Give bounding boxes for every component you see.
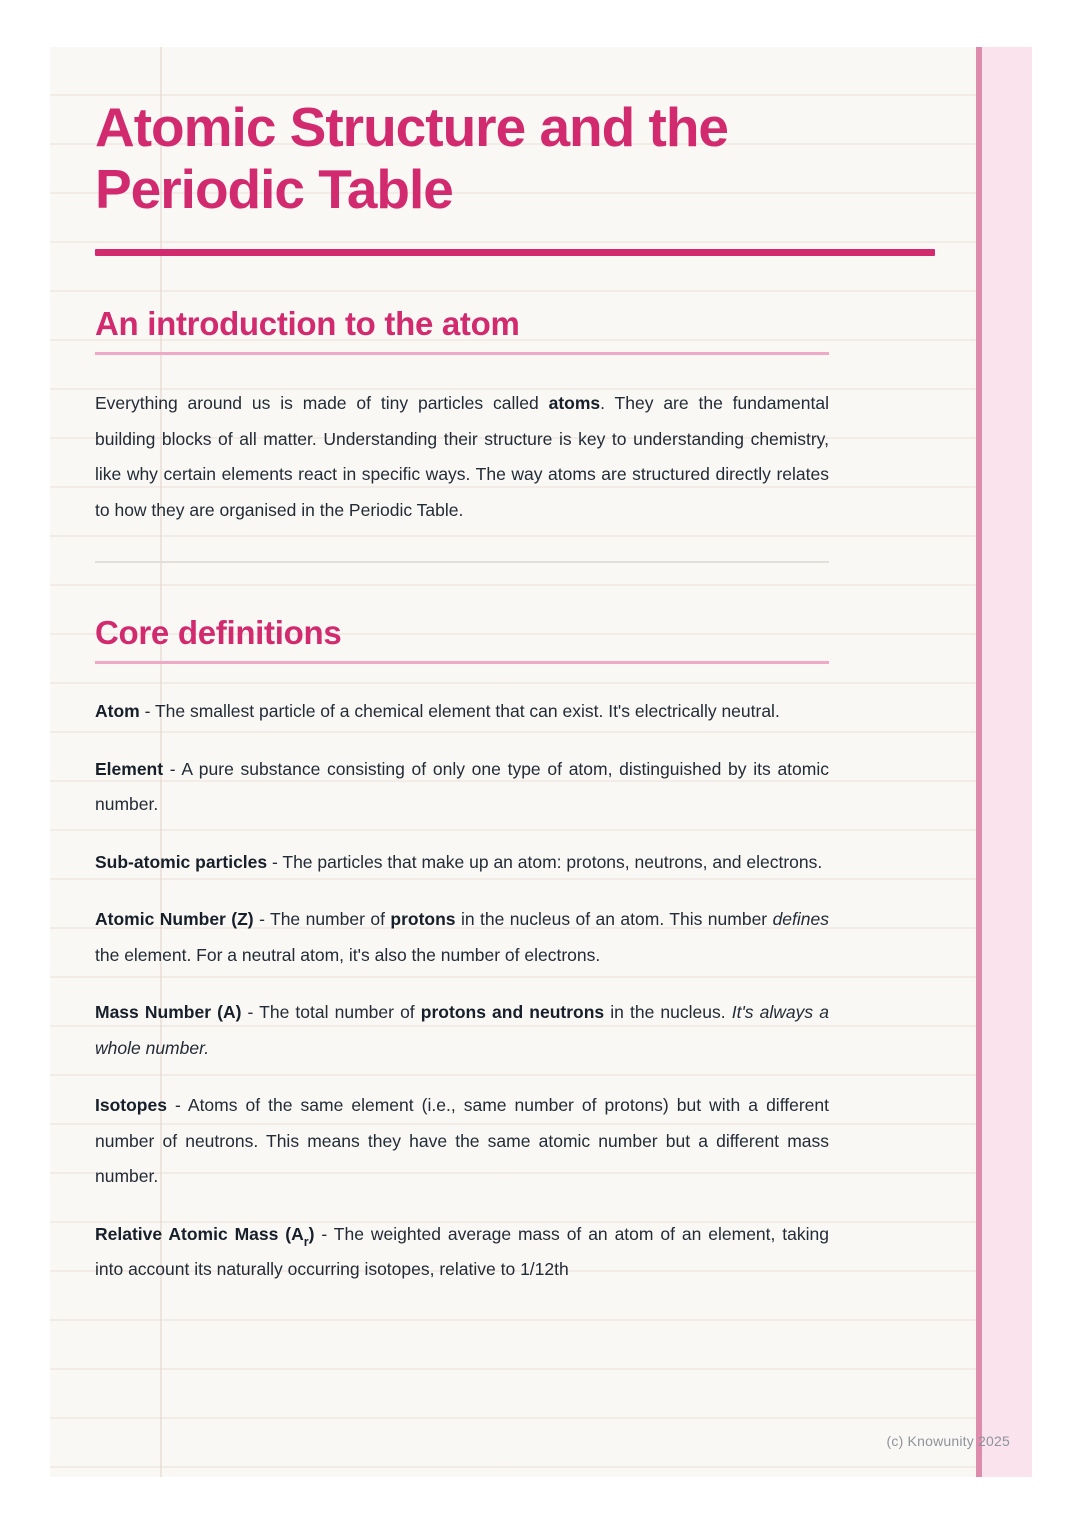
- section-heading-introduction: An introduction to the atom: [95, 305, 520, 342]
- definition-sub-atomic-particles: Sub-atomic particles - The particles that make up an atom: protons, neutrons, and electrons.: [95, 851, 823, 872]
- section-divider: [95, 561, 829, 563]
- intro-paragraph: Everything around us is made of tiny particles called atoms. They are the fundamental building blocks of all matter. Understanding their structure is key to understanding chemistry, like why certain elements react in specific ways. The way atoms are structured directly relates to how they are organised in the Periodic Table.: [95, 393, 829, 520]
- definition-isotopes: Isotopes - Atoms of the same element (i.e., same number of protons) but with a different number of neutrons. This means they have the same atomic number but a different mass number.: [95, 1095, 829, 1186]
- heading-underline: [95, 352, 829, 355]
- page-content: [95, 47, 985, 1288]
- definition-relative-atomic-mass: Relative Atomic Mass $(A_r)$ - The weighted average mass of an atom of an element, taking into account its naturally occurring isotopes, relative to 1/12th: [95, 1223, 829, 1279]
- definition-atomic-number: Atomic Number (Z) - The number of protons in the nucleus of an atom. This number defines the element. For a neutral atom, it's also the number of electrons.: [95, 909, 829, 965]
- watermark: (c) Knowunity 2025: [886, 1433, 1010, 1449]
- page-title: Atomic Structure and the Periodic Table: [95, 96, 729, 220]
- definition-mass-number: Mass Number (A) - The total number of protons and neutrons in the nucleus. It's always a whole number.: [95, 1002, 830, 1058]
- heading-underline: [95, 661, 829, 664]
- notes-page: [50, 47, 1032, 1477]
- section-core-definitions: [95, 613, 985, 1288]
- section-introduction: [95, 304, 985, 528]
- definition-element: Element - A pure substance consisting of only one type of atom, distinguished by its atomic number.: [95, 758, 829, 814]
- definition-atom: Atom - The smallest particle of a chemical element that can exist. It's electrically neutral.: [95, 701, 780, 721]
- title-divider-rule: [95, 249, 935, 256]
- section-heading-core-definitions: Core definitions: [95, 614, 342, 651]
